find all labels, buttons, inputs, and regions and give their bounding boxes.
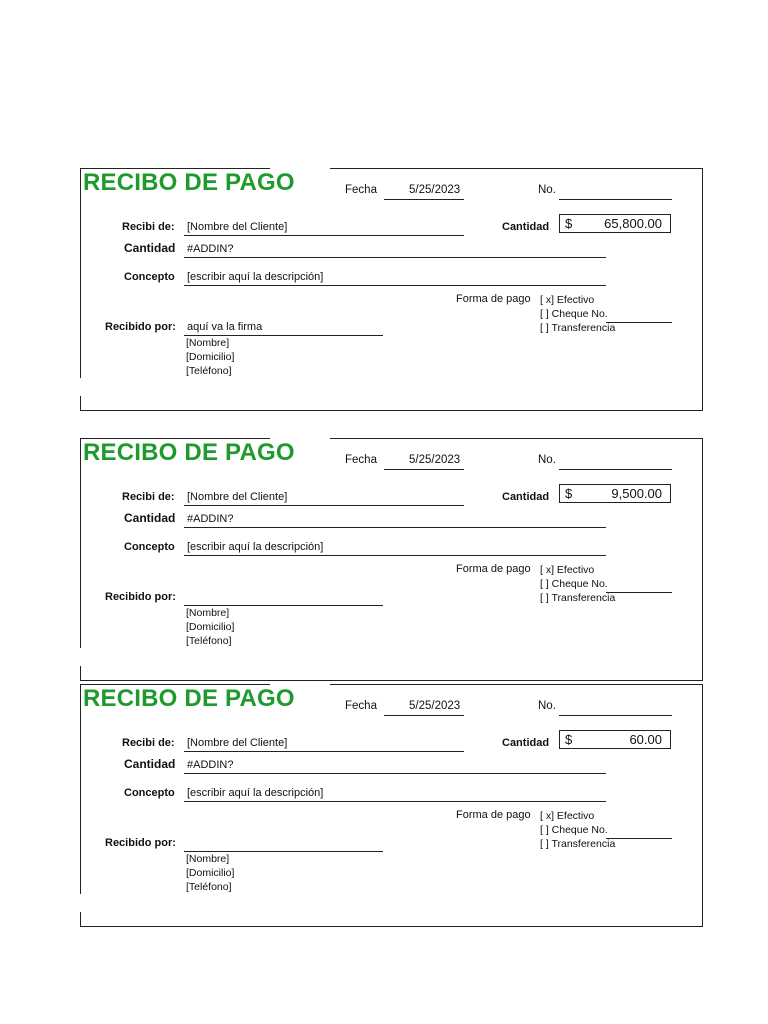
amount-value: 60.00: [629, 732, 662, 747]
fecha-label: Fecha: [345, 700, 377, 712]
frame-bottom: [80, 410, 703, 411]
frame-bottom: [80, 926, 703, 927]
cheque-underline: [606, 838, 672, 839]
recibi-underline: [184, 505, 464, 506]
concepto-label: Concepto: [124, 787, 175, 799]
frame-left-upper: [80, 168, 81, 378]
cantidad-text-value: #ADDIN?: [187, 759, 234, 771]
frame-left-lower: [80, 396, 81, 410]
cantidad-text-underline: [184, 257, 606, 258]
telefono-line: [Teléfono]: [186, 881, 232, 893]
fecha-underline: [384, 469, 464, 470]
amount-value: 9,500.00: [611, 486, 662, 501]
recibi-label: Recibi de:: [122, 491, 175, 503]
currency-symbol: $: [565, 486, 573, 501]
option-efectivo: [ x] Efectivo: [540, 294, 595, 306]
option-cheque: [ ] Cheque No.: [540, 824, 608, 836]
option-efectivo: [ x] Efectivo: [540, 564, 595, 576]
currency-symbol: $: [565, 732, 573, 747]
frame-right: [702, 438, 703, 680]
recibi-value: [Nombre del Cliente]: [187, 491, 288, 503]
frame-right: [702, 684, 703, 926]
fecha-value: 5/25/2023: [409, 700, 461, 712]
cantidad-text-value: #ADDIN?: [187, 243, 234, 255]
cantidad-text-label: Cantidad: [124, 757, 176, 771]
no-label: No.: [538, 184, 556, 196]
amount-box: [559, 730, 671, 749]
telefono-line: [Teléfono]: [186, 635, 232, 647]
recibi-label: Recibi de:: [122, 221, 175, 233]
cantidad-text-value: #ADDIN?: [187, 513, 234, 525]
concepto-value: [escribir aquí la descripción]: [187, 271, 324, 283]
option-transferencia: [ ] Transferencia: [540, 838, 616, 850]
fecha-underline: [384, 199, 464, 200]
forma-pago-label: Forma de pago: [456, 293, 531, 305]
recibido-label: Recibido por:: [105, 591, 176, 603]
currency-symbol: $: [565, 216, 573, 231]
cantidad-text-label: Cantidad: [124, 511, 176, 525]
option-efectivo: [ x] Efectivo: [540, 810, 595, 822]
frame-left-upper: [80, 684, 81, 894]
nombre-line: [Nombre]: [186, 337, 230, 349]
frame-left-lower: [80, 912, 81, 926]
recibi-value: [Nombre del Cliente]: [187, 737, 288, 749]
recibido-label: Recibido por:: [105, 321, 176, 333]
option-transferencia: [ ] Transferencia: [540, 592, 616, 604]
no-field-underline: [559, 199, 672, 200]
frame-right: [702, 168, 703, 410]
cantidad-text-underline: [184, 527, 606, 528]
concepto-value: [escribir aquí la descripción]: [187, 787, 324, 799]
frame-left-upper: [80, 438, 81, 648]
concepto-underline: [184, 555, 606, 556]
fecha-value: 5/25/2023: [409, 454, 461, 466]
cantidad-text-label: Cantidad: [124, 241, 176, 255]
recibi-underline: [184, 235, 464, 236]
frame-top-right: [330, 438, 702, 439]
domicilio-line: [Domicilio]: [186, 867, 235, 879]
receipt-3: [0, 682, 768, 932]
cantidad-text-underline: [184, 773, 606, 774]
no-field-underline: [559, 715, 672, 716]
amount-value: 65,800.00: [604, 216, 662, 231]
concepto-underline: [184, 801, 606, 802]
no-field-underline: [559, 469, 672, 470]
firma-value: aquí va la firma: [187, 321, 263, 333]
forma-pago-label: Forma de pago: [456, 563, 531, 575]
fecha-label: Fecha: [345, 184, 377, 196]
cantidad-label: Cantidad: [502, 737, 550, 749]
frame-top-right: [330, 684, 702, 685]
nombre-line: [Nombre]: [186, 853, 230, 865]
receipt-2: [0, 436, 768, 686]
domicilio-line: [Domicilio]: [186, 621, 235, 633]
receipt-title: RECIBO DE PAGO: [83, 685, 295, 712]
frame-bottom: [80, 680, 703, 681]
concepto-label: Concepto: [124, 541, 175, 553]
option-transferencia: [ ] Transferencia: [540, 322, 616, 334]
receipt-1: [0, 166, 768, 416]
fecha-underline: [384, 715, 464, 716]
option-cheque: [ ] Cheque No.: [540, 578, 608, 590]
forma-pago-label: Forma de pago: [456, 809, 531, 821]
frame-top-right: [330, 168, 702, 169]
telefono-line: [Teléfono]: [186, 365, 232, 377]
amount-box: [559, 214, 671, 233]
concepto-label: Concepto: [124, 271, 175, 283]
domicilio-line: [Domicilio]: [186, 351, 235, 363]
option-cheque: [ ] Cheque No.: [540, 308, 608, 320]
cantidad-label: Cantidad: [502, 491, 550, 503]
frame-left-lower: [80, 666, 81, 680]
concepto-value: [escribir aquí la descripción]: [187, 541, 324, 553]
receipt-title: RECIBO DE PAGO: [83, 439, 295, 466]
cheque-underline: [606, 322, 672, 323]
receipt-title: RECIBO DE PAGO: [83, 169, 295, 196]
fecha-value: 5/25/2023: [409, 184, 461, 196]
recibi-value: [Nombre del Cliente]: [187, 221, 288, 233]
cheque-underline: [606, 592, 672, 593]
concepto-underline: [184, 285, 606, 286]
recibi-underline: [184, 751, 464, 752]
recibido-label: Recibido por:: [105, 837, 176, 849]
recibi-label: Recibi de:: [122, 737, 175, 749]
fecha-label: Fecha: [345, 454, 377, 466]
amount-box: [559, 484, 671, 503]
no-label: No.: [538, 700, 556, 712]
no-label: No.: [538, 454, 556, 466]
cantidad-label: Cantidad: [502, 221, 550, 233]
nombre-line: [Nombre]: [186, 607, 230, 619]
